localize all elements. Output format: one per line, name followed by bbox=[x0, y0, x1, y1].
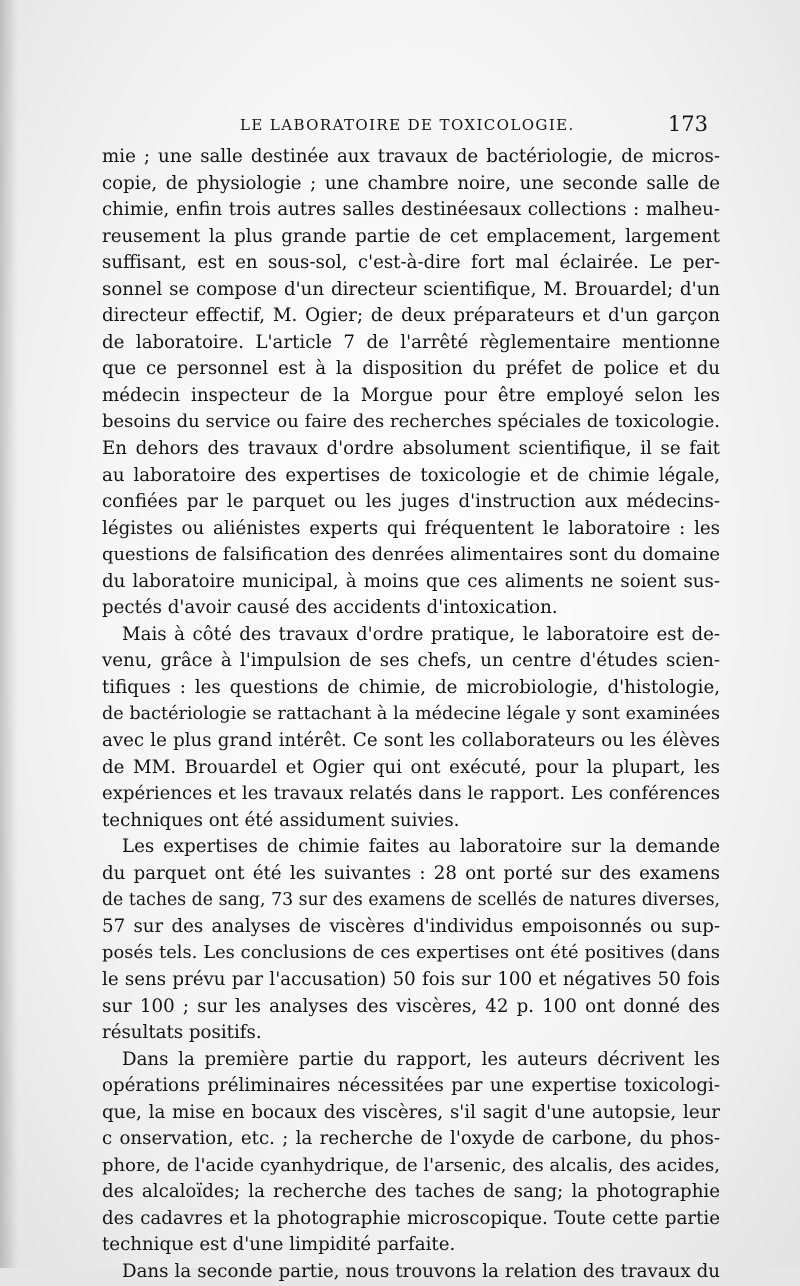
text-line: reusement la plus grande partie de cet emplacement, largement bbox=[102, 225, 720, 247]
page-number: 173 bbox=[667, 112, 708, 136]
text-line: Dans la seconde partie, nous trouvons la relation des travaux du bbox=[122, 1260, 720, 1282]
text-line: pectés d'avoir causé des accidents d'intoxication. bbox=[102, 597, 558, 619]
text-line: Dans la première partie du rapport, les auteurs décrivent les bbox=[122, 1048, 720, 1070]
text-line: des alcaloïdes; la recherche des taches de sang; la photographie bbox=[102, 1181, 720, 1203]
text-line: copie, de physiologie ; une chambre noire, une seconde salle de bbox=[102, 172, 720, 194]
page-header bbox=[102, 112, 708, 142]
text-line: de laboratoire. L'article 7 de l'arrêté règlementaire mentionne bbox=[102, 331, 720, 353]
text-line: tifiques : les questions de chimie, de microbiologie, d'histologie, bbox=[102, 676, 720, 698]
text-line: chimie, enfin trois autres salles destinéesaux collections : malheu- bbox=[102, 199, 720, 221]
text-line: des cadavres et la photographie microscopique. Toute cette partie bbox=[102, 1207, 720, 1229]
text-line: avec le plus grand intérêt. Ce sont les collaborateurs ou les élèves bbox=[102, 730, 720, 752]
text-line: Les expertises de chimie faites au laboratoire sur la demande bbox=[122, 836, 720, 858]
text-line: de taches de sang, 73 sur des examens de scellés de natures diverses, bbox=[102, 890, 720, 911]
text-line: suffisant, est en sous-sol, c'est-à-dire fort mal éclairée. Le per- bbox=[102, 252, 720, 274]
text-line: expériences et les travaux relatés dans le rapport. Les conférences bbox=[102, 783, 720, 805]
text-line: En dehors des travaux d'ordre absolument scientifique, il se fait bbox=[102, 438, 720, 460]
text-line: résultats positifs. bbox=[102, 1022, 262, 1044]
text-line: sonnel se compose d'un directeur scientifique, M. Brouardel; d'un bbox=[102, 278, 720, 300]
running-title: LE LABORATOIRE DE TOXICOLOGIE. bbox=[240, 116, 575, 134]
text-line: posés tels. Les conclusions de ces expertises ont été positives (dans bbox=[102, 942, 720, 964]
text-line: phore, de l'acide cyanhydrique, de l'arsenic, des alcalis, des acides, bbox=[102, 1154, 720, 1176]
text-line: de MM. Brouardel et Ogier qui ont exécuté, pour la plupart, les bbox=[102, 756, 720, 778]
text-line: 57 sur des analyses de viscères d'individus empoisonnés ou sup- bbox=[102, 915, 720, 937]
text-line: du parquet ont été les suivantes : 28 ont porté sur des examens bbox=[102, 862, 720, 884]
text-line: opérations préliminaires nécessitées par une expertise toxicologi- bbox=[102, 1075, 720, 1097]
body-text bbox=[102, 144, 720, 1286]
text-line: questions de falsification des denrées alimentaires sont du domaine bbox=[102, 544, 720, 566]
text-line: le sens prévu par l'accusation) 50 fois sur 100 et négatives 50 fois bbox=[102, 968, 720, 990]
text-line: c onservation, etc. ; la recherche de l'oxyde de carbone, du phos- bbox=[102, 1128, 720, 1150]
text-line: venu, grâce à l'impulsion de ses chefs, un centre d'études scien- bbox=[102, 650, 720, 672]
text-line: Mais à côté des travaux d'ordre pratique, le laboratoire est de- bbox=[122, 623, 720, 645]
text-line: que ce personnel est à la disposition du préfet de police et du bbox=[102, 358, 720, 380]
text-line: médecin inspecteur de la Morgue pour être employé selon les bbox=[102, 384, 720, 406]
text-line: légistes ou aliénistes experts qui fréquentent le laboratoire : les bbox=[102, 517, 720, 539]
text-line: confiées par le parquet ou les juges d'instruction aux médecins- bbox=[102, 491, 720, 513]
text-line: mie ; une salle destinée aux travaux de bactériologie, de micros- bbox=[102, 146, 720, 167]
text-line: techniques ont été assidument suivies. bbox=[102, 809, 460, 831]
text-line: technique est d'une limpidité parfaite. bbox=[102, 1234, 456, 1256]
page-edge-shadow bbox=[0, 0, 18, 1268]
text-line: au laboratoire des expertises de toxicologie et de chimie légale, bbox=[102, 464, 720, 486]
text-line: du laboratoire municipal, à moins que ces aliments ne soient sus- bbox=[102, 570, 720, 592]
text-line: que, la mise en bocaux des viscères, s'il sagit d'une autopsie, leur bbox=[102, 1101, 720, 1123]
text-line: directeur effectif, M. Ogier; de deux préparateurs et d'un garçon bbox=[102, 305, 720, 327]
text-line: sur 100 ; sur les analyses des viscères, 42 p. 100 ont donné des bbox=[102, 995, 720, 1017]
text-line: de bactériologie se rattachant à la médecine légale y sont examinées bbox=[102, 704, 720, 725]
text-line: besoins du service ou faire des recherches spéciales de toxicologie. bbox=[102, 411, 720, 433]
